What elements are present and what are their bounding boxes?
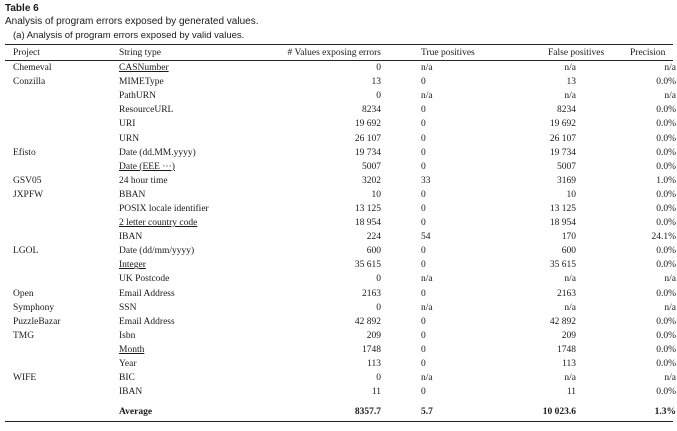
cell-true-positives: 0 (421, 359, 426, 370)
table-row (5, 357, 676, 371)
cell-values: 11 (371, 387, 381, 398)
cell-values: 0 (376, 63, 381, 74)
cell-values: 1748 (362, 344, 381, 355)
cell-precision: 0.0% (656, 359, 676, 370)
cell-string-type: Email Address (119, 288, 175, 299)
table-row (5, 371, 676, 385)
cell-string-type: Integer (119, 260, 146, 271)
cell-string-type: Email Address (119, 316, 175, 327)
table-row (5, 75, 676, 89)
cell-false-positives: n/a (564, 373, 576, 384)
cell-true-positives: n/a (421, 63, 433, 74)
cell-true-positives: 0 (421, 203, 426, 214)
table-subcaption: (a) Analysis of program errors exposed by valid values. (13, 30, 245, 41)
cell-values: 42 892 (354, 316, 381, 327)
cell-true-positives: 0 (421, 218, 426, 229)
cell-precision: 0.0% (656, 316, 676, 327)
cell-values: 2163 (362, 288, 381, 299)
cell-values: 19 692 (354, 119, 381, 130)
average-precision: 1.3% (654, 407, 676, 418)
cell-false-positives: 19 734 (549, 147, 576, 158)
cell-true-positives: 0 (421, 77, 426, 88)
cell-precision: 0.0% (656, 344, 676, 355)
cell-project: PuzzleBazar (13, 316, 61, 327)
cell-false-positives: 8234 (557, 105, 576, 116)
header-precision: Precision (630, 47, 666, 58)
cell-string-type: 2 letter country code (119, 218, 198, 229)
cell-project: LGOL (13, 246, 39, 257)
cell-true-positives: 0 (421, 133, 426, 144)
cell-true-positives: n/a (421, 91, 433, 102)
cell-true-positives: n/a (421, 302, 433, 313)
cell-true-positives: 0 (421, 316, 426, 327)
cell-string-type: Month (119, 344, 145, 355)
average-label: Average (119, 407, 153, 418)
cell-false-positives: 10 (566, 189, 576, 200)
table-row (5, 230, 676, 244)
table-row (5, 216, 676, 230)
cell-true-positives: 0 (421, 260, 426, 271)
cell-project: Efisto (13, 147, 36, 158)
cell-precision: 0.0% (656, 330, 676, 341)
cell-string-type: UK Postcode (119, 274, 170, 285)
cell-values: 26 107 (354, 133, 381, 144)
cell-true-positives: n/a (421, 373, 433, 384)
cell-values: 13 (371, 77, 381, 88)
cell-string-type: ResourceURL (119, 105, 174, 116)
cell-precision: n/a (664, 302, 676, 313)
cell-string-type: IBAN (119, 232, 143, 243)
cell-true-positives: 0 (421, 387, 426, 398)
cell-string-type: Date (dd.MM.yyyy) (119, 147, 196, 158)
cell-values: 19 734 (354, 147, 381, 158)
cell-values: 0 (376, 91, 381, 102)
cell-false-positives: 1748 (557, 344, 576, 355)
header-string-type: String type (119, 47, 161, 58)
cell-false-positives: 19 692 (549, 119, 576, 130)
cell-values: 0 (376, 302, 381, 313)
table-row (5, 160, 676, 174)
cell-false-positives: n/a (564, 274, 576, 285)
table-row (5, 202, 676, 216)
cell-precision: 0.0% (656, 246, 676, 257)
cell-false-positives: 3169 (557, 175, 576, 186)
average-fp: 10 023.6 (542, 407, 576, 418)
cell-false-positives: 2163 (557, 288, 576, 299)
cell-false-positives: 42 892 (549, 316, 576, 327)
cell-precision: 0.0% (656, 189, 676, 200)
cell-precision: 0.0% (656, 260, 676, 271)
cell-precision: 24.1% (651, 232, 676, 243)
cell-false-positives: 113 (562, 359, 576, 370)
cell-false-positives: 170 (561, 232, 576, 243)
cell-project: WIFE (13, 373, 37, 384)
cell-true-positives: n/a (421, 274, 433, 285)
cell-true-positives: 0 (421, 189, 426, 200)
cell-values: 13 125 (354, 203, 381, 214)
cell-values: 18 954 (354, 218, 381, 229)
cell-string-type: SSN (119, 302, 137, 313)
cell-true-positives: 0 (421, 147, 426, 158)
cell-string-type: IBAN (119, 387, 143, 398)
average-row (5, 405, 676, 419)
cell-true-positives: 33 (421, 175, 431, 186)
cell-precision: n/a (664, 63, 676, 74)
cell-false-positives: 35 615 (549, 260, 576, 271)
table-row (5, 146, 676, 160)
header-false-positives: False positives (548, 47, 605, 58)
header-values: # Values exposing errors (287, 47, 381, 58)
table-row (5, 61, 676, 75)
cell-true-positives: 0 (421, 288, 426, 299)
bottom-rule (5, 421, 673, 422)
cell-precision: n/a (664, 373, 676, 384)
cell-false-positives: 5007 (557, 161, 576, 172)
cell-precision: 0.0% (656, 133, 676, 144)
cell-string-type: PathURN (119, 91, 156, 102)
cell-false-positives: 13 125 (549, 203, 576, 214)
table-row (5, 315, 676, 329)
cell-precision: 0.0% (656, 105, 676, 116)
table-row (5, 343, 676, 357)
cell-string-type: URI (119, 119, 136, 130)
cell-precision: 1.0% (656, 175, 676, 186)
cell-false-positives: n/a (564, 302, 576, 313)
header-row (5, 45, 673, 60)
cell-values: 10 (371, 189, 381, 200)
cell-precision: n/a (664, 274, 676, 285)
average-tp: 5.7 (421, 407, 433, 418)
cell-true-positives: 0 (421, 119, 426, 130)
cell-project: TMG (13, 330, 35, 341)
table-row (5, 287, 676, 301)
cell-false-positives: 11 (566, 387, 576, 398)
cell-precision: 0.0% (656, 147, 676, 158)
cell-string-type: BBAN (119, 189, 146, 200)
header-true-positives: True positives (421, 47, 475, 58)
cell-precision: 0.0% (656, 77, 676, 88)
table-row (5, 103, 676, 117)
cell-string-type: Date (dd/mm/yyyy) (119, 246, 195, 257)
cell-values: 8234 (362, 105, 381, 116)
table-row (5, 272, 676, 286)
table-row (5, 174, 676, 188)
cell-project: JXPFW (13, 189, 44, 200)
cell-false-positives: n/a (564, 63, 576, 74)
cell-project: Conzilla (13, 77, 46, 88)
cell-string-type: POSIX locale identifier (119, 203, 209, 214)
cell-project: Chemeval (13, 63, 52, 74)
table-row (5, 117, 676, 131)
cell-project: Symphony (13, 302, 55, 313)
table-container (5, 3, 676, 422)
cell-values: 35 615 (354, 260, 381, 271)
table-row (5, 301, 676, 315)
cell-values: 600 (366, 246, 381, 257)
cell-false-positives: 209 (561, 330, 576, 341)
cell-values: 113 (367, 359, 381, 370)
cell-false-positives: 600 (561, 246, 576, 257)
cell-true-positives: 0 (421, 161, 426, 172)
cell-string-type: MIMEType (119, 77, 164, 88)
table-body (5, 61, 676, 399)
cell-precision: 0.0% (656, 203, 676, 214)
cell-project: Open (13, 288, 34, 299)
cell-true-positives: 0 (421, 105, 426, 116)
table-row (5, 244, 676, 258)
cell-false-positives: 18 954 (549, 218, 576, 229)
cell-values: 224 (366, 232, 381, 243)
cell-string-type: CASNumber (119, 63, 169, 74)
table-row (5, 385, 676, 399)
cell-values: 3202 (362, 175, 381, 186)
table-row (5, 89, 676, 103)
cell-precision: 0.0% (656, 161, 676, 172)
cell-precision: n/a (664, 91, 676, 102)
table-caption: Analysis of program errors exposed by generated values. (5, 16, 259, 27)
table-row (5, 188, 676, 202)
cell-values: 5007 (362, 161, 381, 172)
cell-true-positives: 0 (421, 330, 426, 341)
cell-string-type: BIC (119, 373, 135, 384)
average-values: 8357.7 (354, 407, 381, 418)
cell-project: GSV05 (13, 175, 42, 186)
cell-true-positives: 54 (421, 232, 431, 243)
cell-precision: 0.0% (656, 288, 676, 299)
cell-values: 0 (376, 373, 381, 384)
cell-values: 0 (376, 274, 381, 285)
cell-string-type: Year (119, 359, 137, 370)
cell-false-positives: 26 107 (549, 133, 576, 144)
cell-string-type: URN (119, 133, 140, 144)
cell-string-type: 24 hour time (119, 175, 168, 186)
cell-true-positives: 0 (421, 246, 426, 257)
cell-false-positives: 13 (566, 77, 576, 88)
table-number: Table 6 (5, 3, 39, 14)
cell-true-positives: 0 (421, 344, 426, 355)
cell-precision: 0.0% (656, 218, 676, 229)
cell-string-type: Date (EEE ···) (119, 161, 175, 172)
cell-precision: 0.0% (656, 119, 676, 130)
table-row (5, 329, 676, 343)
cell-string-type: Isbn (119, 330, 136, 341)
table-row (5, 258, 676, 272)
cell-values: 209 (366, 330, 381, 341)
cell-false-positives: n/a (564, 91, 576, 102)
header-project: Project (13, 47, 40, 58)
cell-precision: 0.0% (656, 387, 676, 398)
table-row (5, 131, 676, 145)
